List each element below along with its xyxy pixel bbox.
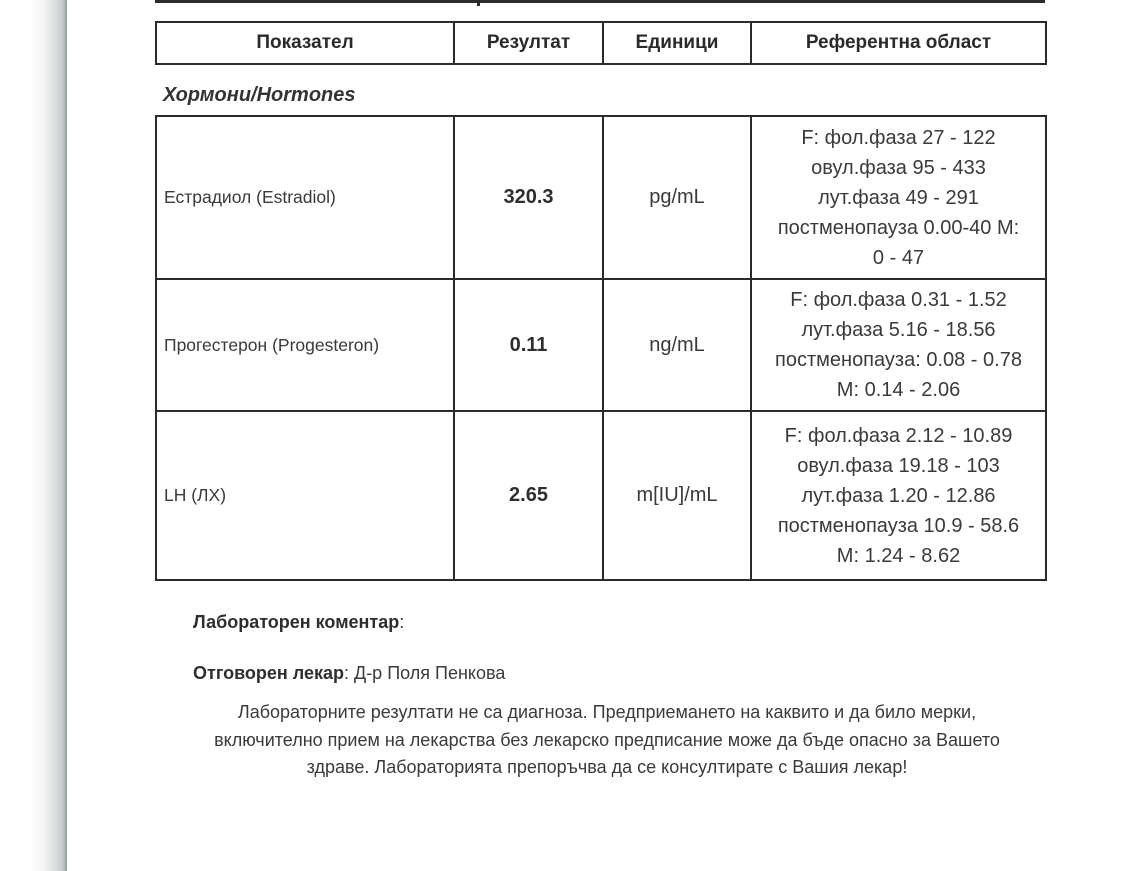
reference-range-line: постменопауза: 0.08 - 0.78 xyxy=(775,349,1022,371)
reference-range-line: постменопауза 0.00-40 М: xyxy=(777,216,1020,239)
disclaimer-line: включително прием на лекарства без лекарско предписание може да бъде опасно за Вашето xyxy=(214,729,1000,750)
cell-reference-range xyxy=(751,116,1046,279)
reference-range-line: F: фол.фаза 0.31 - 1.52 xyxy=(790,289,1007,311)
cell-indicator-name: Естрадиол (Estradiol) xyxy=(156,116,454,279)
header-result: Резултат xyxy=(454,22,603,64)
reference-range-line: М: 0.14 - 2.06 xyxy=(836,379,961,401)
cell-units: pg/mL xyxy=(603,116,751,279)
table-row xyxy=(156,116,1046,279)
previous-table-column-divider xyxy=(477,0,480,6)
cell-units: ng/mL xyxy=(603,279,751,411)
reference-range-line: F: фол.фаза 2.12 - 10.89 xyxy=(784,424,1013,447)
header-units: Единици xyxy=(603,22,751,64)
lab-comment-label: Лабораторен коментар xyxy=(193,612,400,632)
reference-range-line: лут.фаза 49 - 291 xyxy=(818,186,979,209)
header-indicator: Показател xyxy=(156,22,454,64)
doctor-name: : Д-р Поля Пенкова xyxy=(344,663,506,683)
reference-range-line: 0 - 47 xyxy=(872,246,925,269)
lab-comment-colon: : xyxy=(399,612,405,632)
cell-reference-range xyxy=(751,279,1046,411)
lab-comment-line xyxy=(193,612,404,633)
previous-table-bottom-border xyxy=(155,0,1045,3)
table-row xyxy=(156,279,1046,411)
disclaimer-line: здраве. Лабораторията препоръчва да се консултирате с Вашия лекар! xyxy=(306,757,908,777)
column-header-table xyxy=(155,21,1047,65)
cell-indicator-name: LH (ЛХ) xyxy=(156,411,454,580)
cell-reference-range xyxy=(751,411,1046,580)
reference-range-line: овул.фаза 19.18 - 103 xyxy=(797,454,1000,477)
header-reference-range: Референтна област xyxy=(751,22,1046,64)
header-row xyxy=(156,22,1046,64)
page-edge-shadow xyxy=(0,0,67,871)
reference-range-line: F: фол.фаза 27 - 122 xyxy=(801,126,996,149)
reference-range-line: М: 1.24 - 8.62 xyxy=(836,544,961,567)
reference-range-line: лут.фаза 1.20 - 12.86 xyxy=(801,484,996,507)
cell-result-value: 0.11 xyxy=(454,279,603,411)
reference-range-line: лут.фаза 5.16 - 18.56 xyxy=(801,319,996,341)
cell-result-value: 320.3 xyxy=(454,116,603,279)
responsible-doctor-line xyxy=(193,663,505,684)
section-title-hormones: Хормони/Hormones xyxy=(163,84,356,106)
cell-units: m[IU]/mL xyxy=(603,411,751,580)
doctor-label: Отговорен лекар xyxy=(193,663,344,683)
disclaimer-line: Лабораторните резултати не са диагноза. Предприемането на каквито и да било мерки, xyxy=(237,702,977,722)
cell-result-value: 2.65 xyxy=(454,411,603,580)
lab-disclaimer xyxy=(172,699,1042,782)
table-row xyxy=(156,411,1046,580)
reference-range-line: овул.фаза 95 - 433 xyxy=(811,156,986,179)
results-table-body xyxy=(156,116,1046,580)
cell-indicator-name: Прогестерон (Progesteron) xyxy=(156,279,454,411)
results-table xyxy=(155,115,1047,581)
reference-range-line: постменопауза 10.9 - 58.6 xyxy=(777,514,1020,537)
